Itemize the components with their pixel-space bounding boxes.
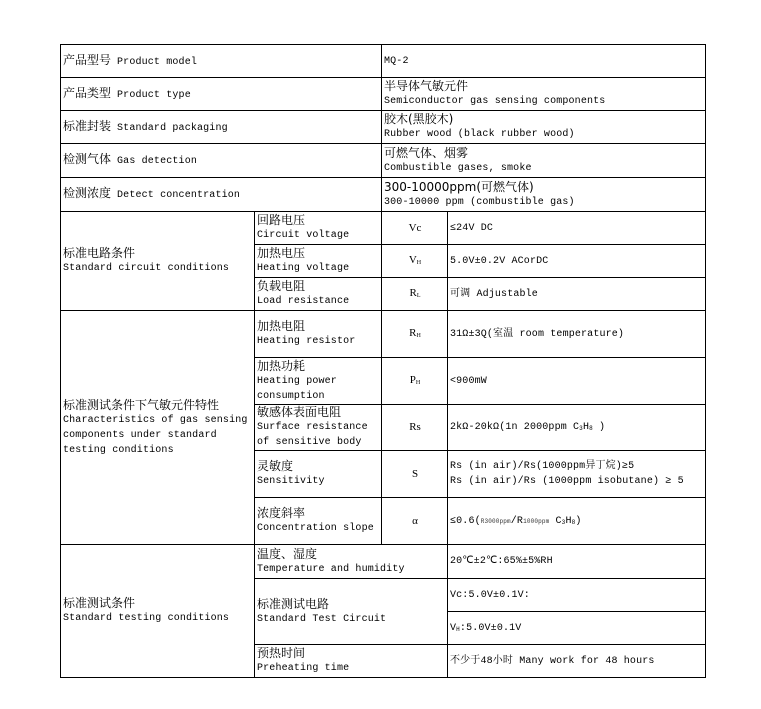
label-product-model: [61, 45, 382, 78]
param-symbol: [382, 405, 448, 451]
row-product-type: [61, 78, 706, 111]
param-value: [448, 245, 706, 278]
param-name: [255, 212, 382, 245]
param-name: [255, 358, 382, 405]
value-text: 不少于48小时 Many work for 48 hours: [450, 655, 655, 667]
param-name-cn: 回路电压: [257, 213, 306, 227]
param-name-en: Concentration slope: [257, 523, 374, 534]
label-detect-concentration: [61, 178, 382, 212]
value-text: Vc:5.0V±0.1V:: [450, 589, 530, 601]
symbol-base: R: [409, 326, 417, 339]
value-text: MQ-2: [384, 55, 409, 67]
param-name: [255, 498, 382, 545]
value-cn: 胶木(黑胶木): [384, 112, 454, 126]
group-label-circuit-conditions: [61, 212, 255, 311]
value-standard-packaging: [382, 111, 706, 144]
value-subscript: 3: [561, 518, 566, 526]
value-cn: 300-10000ppm(可燃气体): [384, 179, 534, 194]
param-value: [448, 405, 706, 451]
param-name-en: Load resistance: [257, 296, 350, 307]
param-name-en: Sensitivity: [257, 476, 325, 487]
label-en: Product type: [117, 89, 191, 101]
group-label-characteristics: [61, 311, 255, 545]
value-text: 可调 Adjustable: [450, 288, 538, 300]
value-line-cn: Rs (in air)/Rs(1000ppm异丁烷)≥5: [450, 461, 635, 472]
symbol-base: Rs: [409, 421, 421, 433]
param-name: [255, 645, 448, 678]
value-en: Rubber wood (black rubber wood): [384, 129, 575, 140]
value-product-type: [382, 78, 706, 111]
value-part: ): [575, 515, 582, 527]
group-label-cn: 标准测试条件下气敏元件特性: [63, 397, 220, 412]
param-name-cn: 灵敏度: [257, 459, 294, 473]
param-name-en: Heating power: [257, 375, 337, 387]
value-product-model: [382, 45, 706, 78]
label-cn: 产品类型: [63, 85, 112, 100]
value-cn: 可燃气体、烟雾: [384, 145, 469, 160]
mq2-spec-table: [60, 44, 706, 678]
row-temperature-humidity: [61, 545, 706, 579]
value-text: 5.0V±0.2V ACorDC: [450, 255, 549, 267]
value-part: :5.0V±0.1V: [459, 622, 522, 634]
param-name-en: Circuit voltage: [257, 230, 350, 241]
group-label-en-line: testing conditions: [63, 444, 174, 456]
param-name: [255, 579, 448, 645]
param-name-cn: 标准测试电路: [257, 596, 330, 611]
value-text: [450, 623, 521, 634]
param-symbol: [382, 311, 448, 358]
param-name-cn: 预热时间: [257, 646, 306, 660]
symbol-base: S: [411, 467, 419, 480]
param-name-cn: 加热电压: [257, 246, 306, 260]
param-name-cn: 加热电阻: [257, 319, 306, 333]
param-name-cn: 负载电阻: [257, 279, 306, 293]
value-subscript: 3: [579, 425, 583, 432]
value-text: <900mW: [450, 375, 487, 387]
value-text: ≤24V DC: [450, 222, 494, 234]
param-name-en: Temperature and humidity: [257, 563, 405, 575]
label-cn: 检测浓度: [63, 186, 112, 200]
label-cn: 标准封装: [63, 118, 112, 133]
value-subscript: 8: [571, 518, 576, 526]
value-en: Combustible gases, smoke: [384, 162, 532, 174]
row-standard-packaging: [61, 111, 706, 144]
row-heating-resistor: [61, 311, 706, 358]
value-subscript: 1000ppm: [523, 517, 550, 525]
group-label-cn: 标准测试条件: [63, 596, 136, 610]
param-value: [448, 278, 706, 311]
row-circuit-voltage: [61, 212, 706, 245]
param-name: [255, 451, 382, 498]
param-name-en: Standard Test Circuit: [257, 613, 387, 625]
param-name: [255, 311, 382, 358]
value-en: Semiconductor gas sensing components: [384, 96, 606, 107]
value-part: H: [582, 422, 590, 433]
value-text: 31Ω±3Q(室温 room temperature): [450, 328, 625, 340]
param-value: [448, 645, 706, 678]
group-label-en-line: components under standard: [63, 429, 217, 441]
param-name-cn: 加热功耗: [257, 358, 306, 373]
param-symbol: [382, 498, 448, 545]
group-label-cn: 标准电路条件: [63, 246, 136, 260]
value-subscript: R3000ppm: [480, 517, 511, 525]
value-en: 300-10000 ppm (combustible gas): [384, 196, 575, 208]
param-name-en: of sensitive body: [257, 437, 362, 448]
param-symbol: [382, 451, 448, 498]
symbol-base: Vc: [408, 221, 422, 234]
label-standard-packaging: [61, 111, 382, 144]
row-gas-detection: [61, 144, 706, 178]
group-label-testing-conditions: [61, 545, 255, 678]
value-part: ): [592, 422, 606, 433]
group-label-en-line: Characteristics of gas sensing: [63, 414, 248, 426]
label-en: Detect concentration: [117, 190, 241, 201]
param-name-en: Heating resistor: [257, 336, 356, 347]
value-text: [450, 516, 582, 527]
value-text: [450, 422, 605, 433]
row-product-model: [61, 45, 706, 78]
param-name-en: Preheating time: [257, 663, 350, 674]
label-cn: 产品型号: [63, 52, 112, 67]
param-symbol: [382, 212, 448, 245]
param-symbol: [382, 278, 448, 311]
param-value: [448, 498, 706, 545]
symbol-base: V: [408, 253, 417, 266]
value-gas-detection: [382, 144, 706, 178]
value-part: /R: [510, 515, 524, 527]
value-line-en: Rs (in air)/Rs (1000ppm isobutane) ≥ 5: [450, 476, 684, 487]
value-part: C: [549, 515, 562, 527]
value-detect-concentration: [382, 178, 706, 212]
value-part: 2kΩ-20kΩ(1n 2000ppm C: [450, 422, 580, 433]
label-en: Standard packaging: [117, 122, 228, 134]
param-name: [255, 405, 382, 451]
value-text: 20℃±2℃:65%±5%RH: [450, 556, 553, 567]
value-part: H: [565, 515, 572, 527]
symbol-subscript: H: [416, 259, 422, 266]
group-label-en: Standard circuit conditions: [63, 263, 230, 274]
symbol-base: P: [409, 373, 416, 386]
param-name-cn: 温度、湿度: [257, 546, 318, 561]
label-cn: 检测气体: [63, 152, 112, 166]
value-part: ≤0.6(: [450, 515, 481, 527]
group-label-en: Standard testing conditions: [63, 613, 230, 624]
label-gas-detection: [61, 144, 382, 178]
symbol-subscript: L: [416, 292, 421, 299]
param-name-cn: 浓度斜率: [257, 506, 306, 520]
param-name-en: Heating voltage: [257, 263, 350, 274]
param-value: [448, 311, 706, 358]
value-part: V: [450, 622, 457, 634]
param-value: [448, 545, 706, 579]
param-name: [255, 545, 448, 579]
row-detect-concentration: [61, 178, 706, 212]
param-name-en: consumption: [257, 390, 325, 402]
param-value: [448, 358, 706, 405]
param-symbol: [382, 358, 448, 405]
param-value: [448, 212, 706, 245]
param-value: [448, 451, 706, 498]
value-cn: 半导体气敏元件: [384, 79, 469, 93]
symbol-subscript: H: [415, 379, 421, 386]
param-name: [255, 245, 382, 278]
param-name-cn: 敏感体表面电阻: [257, 405, 342, 419]
label-en: Product model: [117, 56, 197, 68]
param-symbol: [382, 245, 448, 278]
symbol-base: R: [409, 286, 417, 299]
label-en: Gas detection: [117, 156, 197, 167]
value-subscript: H: [456, 625, 460, 633]
symbol-base: α: [412, 514, 418, 527]
param-value: [448, 612, 706, 645]
param-value: [448, 579, 706, 612]
label-product-type: [61, 78, 382, 111]
param-name-en: Surface resistance: [257, 422, 368, 433]
symbol-subscript: H: [416, 332, 421, 339]
value-subscript: 8: [589, 425, 593, 432]
param-name: [255, 278, 382, 311]
